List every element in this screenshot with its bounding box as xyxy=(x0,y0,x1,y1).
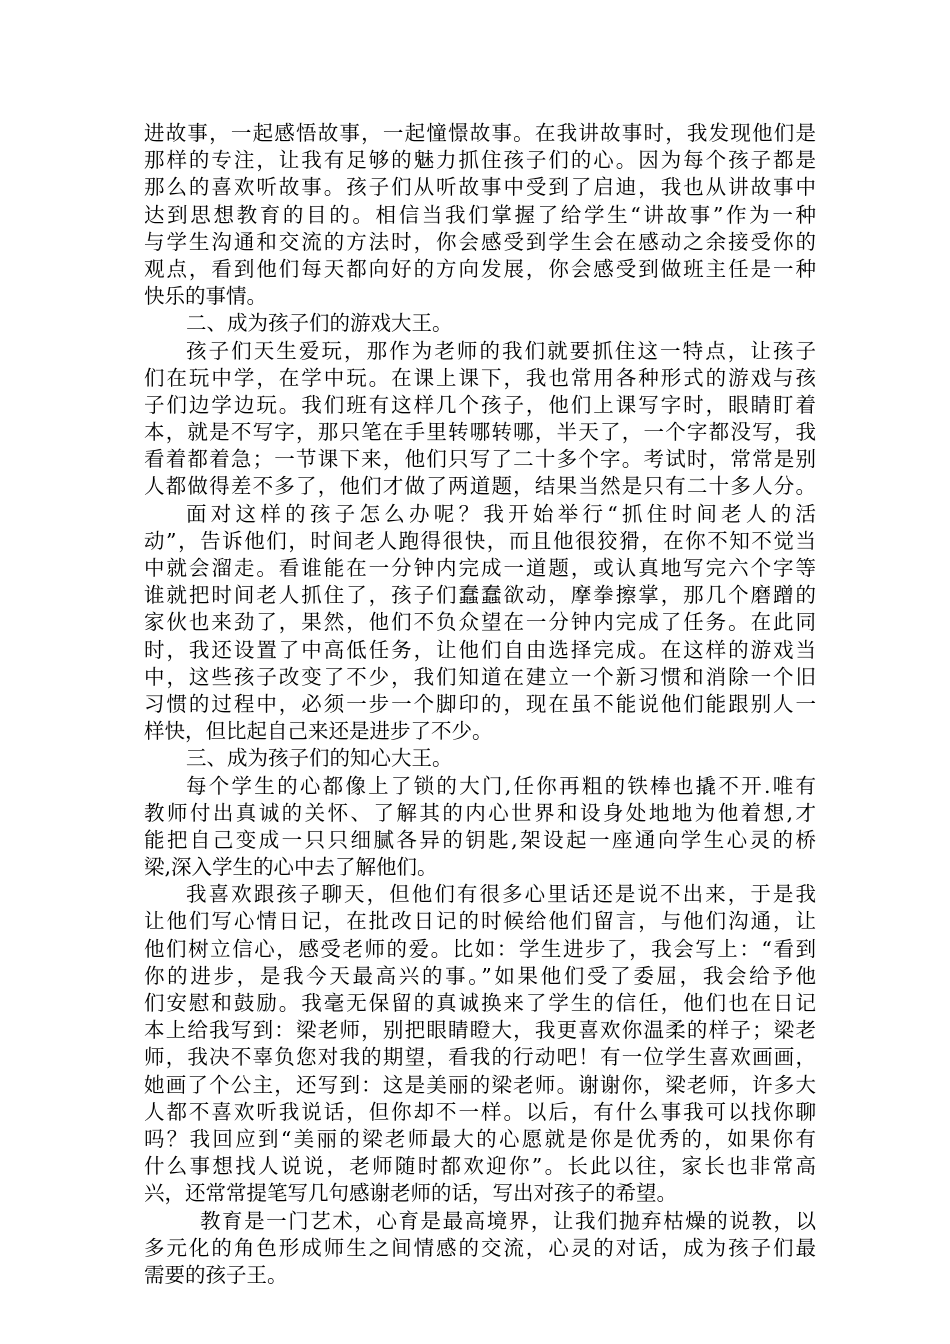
text-line: 你的进步，是我今天最高兴的事。”如果他们受了委屈，我会给予他 xyxy=(144,963,816,988)
text-line: 吗？我回应到“美丽的梁老师最大的心愿就是你是优秀的，如果你有 xyxy=(144,1126,816,1151)
text-line: 师，我决不辜负您对我的期望，看我的行动吧！有一位学生喜欢画画， xyxy=(144,1045,816,1070)
text-line: 们安慰和鼓励。我毫无保留的真诚换来了学生的信任，他们也在日记 xyxy=(144,991,816,1015)
text-line: 谁就把时间老人抓住了，孩子们蠢蠢欲动，摩拳擦掌，那几个磨蹭的 xyxy=(144,583,816,608)
text-line: 梁,深入学生的心中去了解他们。 xyxy=(144,855,438,880)
text-line: 中，这些孩子改变了不少，我们知道在建立一个新习惯和消除一个旧 xyxy=(144,664,816,689)
text-line: 那样的专注，让我有足够的魅力抓住孩子们的心。因为每个孩子都是 xyxy=(144,148,816,173)
text-line: 他们树立信心，感受老师的爱。比如：学生进步了，我会写上：“看到 xyxy=(144,936,816,961)
text-line: 本，就是不写字，那只笔在手里转哪转哪，半天了，一个字都没写，我 xyxy=(144,420,816,445)
text-line: 动”，告诉他们，时间老人跑得很快，而且他很狡猾，在你不知不觉当 xyxy=(144,528,816,553)
text-line: 进故事，一起感悟故事，一起憧憬故事。在我讲故事时，我发现他们是 xyxy=(144,121,816,145)
text-line: 她画了个公主，还写到：这是美丽的梁老师。谢谢你，梁老师，许多大 xyxy=(144,1072,816,1097)
text-line: 孩子们天生爱玩，那作为老师的我们就要抓住这一特点，让孩子 xyxy=(186,338,816,363)
body-text xyxy=(144,120,816,1289)
text-line: 那么的喜欢听故事。孩子们从听故事中受到了启迪，我也从讲故事中 xyxy=(144,175,816,200)
text-line: 我喜欢跟孩子聊天，但他们有很多心里话还是说不出来，于是我 xyxy=(186,882,816,907)
text-line: 达到思想教育的目的。相信当我们掌握了给学生“讲故事”作为一种 xyxy=(144,202,816,227)
text-line: 什么事想找人说说，老师随时都欢迎你”。长此以往，家长也非常高 xyxy=(144,1154,816,1179)
text-line: 需要的孩子王。 xyxy=(144,1262,288,1287)
text-line: 中就会溜走。看谁能在一分钟内完成一道题，或认真地写完六个字等 xyxy=(144,556,816,580)
text-line: 人都做得差不多了，他们才做了两道题，结果当然是只有二十多人分。 xyxy=(144,474,816,499)
section-heading: 二、成为孩子们的游戏大王。 xyxy=(186,311,453,336)
text-line: 面对这样的孩子怎么办呢？我开始举行“抓住时间老人的活 xyxy=(186,501,816,526)
text-line: 与学生沟通和交流的方法时，你会感受到学生会在感动之余接受你的 xyxy=(144,229,816,254)
section-heading: 三、成为孩子们的知心大王。 xyxy=(186,746,453,771)
text-line: 们在玩中学，在学中玩。在课上课下，我也常用各种形式的游戏与孩 xyxy=(144,365,816,390)
text-line: 家伙也来劲了，果然，他们不负众望在一分钟内完成了任务。在此同 xyxy=(144,610,816,635)
text-line: 时，我还设置了中高低任务，让他们自由选择完成。在这样的游戏当 xyxy=(144,637,816,662)
text-line: 本上给我写到：梁老师，别把眼睛瞪大，我更喜欢你温柔的样子；梁老 xyxy=(144,1018,816,1043)
text-line: 每个学生的心都像上了锁的大门,任你再粗的铁棒也撬不开.唯有 xyxy=(186,773,816,798)
text-line: 观点，看到他们每天都向好的方向发展，你会感受到做班主任是一种 xyxy=(144,256,816,281)
text-line: 习惯的过程中，必须一步一个脚印的，现在虽不能说他们能跟别人一 xyxy=(144,691,816,716)
text-line: 教师付出真诚的关怀、了解其的内心世界和设身处地地为他着想,才 xyxy=(144,800,816,825)
text-line: 让他们写心情日记，在批改日记的时候给他们留言，与他们沟通，让 xyxy=(144,909,816,934)
text-line: 兴，还常常提笔写几句感谢老师的话，写出对孩子的希望。 xyxy=(144,1181,677,1206)
text-line: 能把自己变成一只只细腻各异的钥匙,架设起一座通向学生心灵的桥 xyxy=(144,827,816,852)
text-line: 多元化的角色形成师生之间情感的交流，心灵的对话，成为孩子们最 xyxy=(144,1235,816,1260)
text-line: 样快，但比起自己来还是进步了不少。 xyxy=(144,719,493,744)
text-line: 快乐的事情。 xyxy=(144,284,267,309)
text-line: 教育是一门艺术，心育是最高境界，让我们抛弃枯燥的说教，以 xyxy=(200,1208,816,1233)
text-line: 看着都着急；一节课下来，他们只写了二十多个字。考试时，常常是别 xyxy=(144,447,816,472)
text-line: 人都不喜欢听我说话，但你却不一样。以后，有什么事我可以找你聊 xyxy=(144,1099,816,1124)
text-line: 子们边学边玩。我们班有这样几个孩子，他们上课写字时，眼睛盯着 xyxy=(144,392,816,417)
